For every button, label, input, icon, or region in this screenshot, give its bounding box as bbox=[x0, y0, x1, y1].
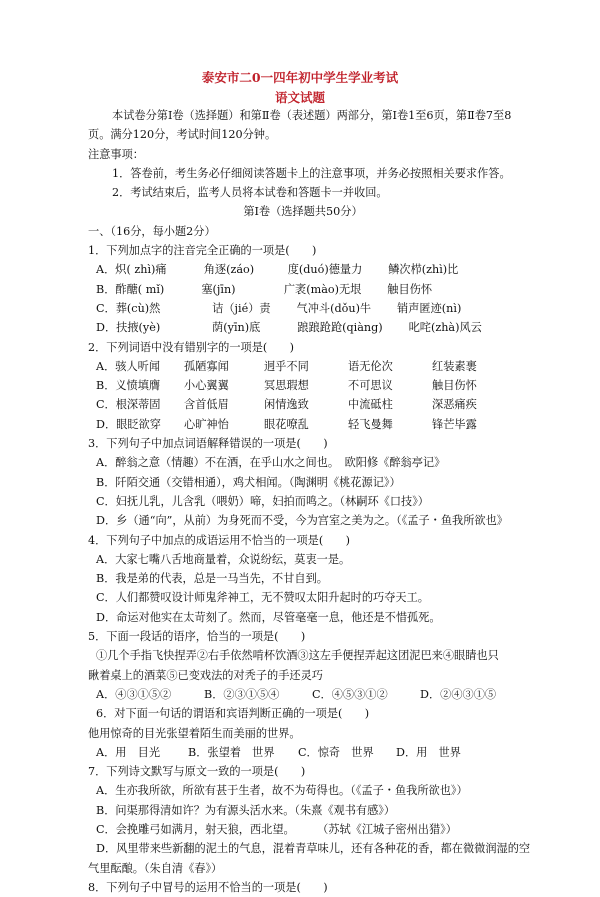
answer-option: A．用 目光 bbox=[96, 745, 161, 759]
word-cell: 不可思议 bbox=[348, 379, 393, 393]
answer-option: 气里酝酿。（朱自清《春》） bbox=[88, 861, 223, 875]
question-stem: 1．下列加点字的注音完全正确的一项是( ) bbox=[88, 244, 317, 258]
word-cell: 语无伦次 bbox=[348, 359, 393, 373]
word-row bbox=[0, 395, 600, 414]
word-cell: 闲情逸致 bbox=[264, 398, 309, 412]
answer-option: C．惊奇 世界 bbox=[298, 745, 374, 759]
answer-option: A．④③①⑤② bbox=[96, 687, 172, 701]
option-row bbox=[0, 743, 600, 762]
word-cell: A．骇人听闻 bbox=[96, 359, 161, 373]
word-cell: 轻飞曼舞 bbox=[348, 417, 393, 431]
answer-option: A．大家七嘴八舌地商量着，众说纷纭，莫衷一是。 bbox=[96, 552, 351, 566]
word-cell: D．眼眨欲穿 bbox=[96, 417, 161, 431]
option-row bbox=[0, 685, 600, 704]
notice-item: 1．答卷前，考生务必仔细阅读答题卡上的注意事项，并务必按照相关要求作答。 bbox=[112, 166, 511, 180]
answer-option: B．阡陌交通（交错相通），鸡犬相闻。（陶渊明《桃花源记》） bbox=[96, 475, 401, 489]
question-text: 瞅着桌上的酒菜⑤已变戏法的对秃子的手还灵巧 bbox=[88, 668, 323, 682]
exam-subtitle: 语文试题 bbox=[274, 90, 325, 105]
question-text: 他用惊奇的目光张望着陌生而美丽的世界。 bbox=[88, 726, 301, 740]
answer-option: A．炽( zhì)痛 角逐(záo) 度(duó)德量力 鳞次栉(zhì)比 bbox=[96, 263, 459, 277]
answer-option: C．④⑤③①② bbox=[312, 687, 388, 701]
word-row bbox=[0, 357, 600, 376]
answer-option: D．用 世界 bbox=[396, 745, 461, 759]
intro-line: 本试卷分第Ⅰ卷（选择题）和第Ⅱ卷（表述题）两部分，第Ⅰ卷1至6页，第Ⅱ卷7至8 bbox=[112, 109, 512, 122]
word-cell: 锋芒毕露 bbox=[432, 417, 477, 431]
section-title: 第Ⅰ卷（选择题共50分） bbox=[243, 205, 363, 219]
word-cell: 含首低眉 bbox=[184, 398, 229, 412]
answer-option: B．②③①⑤④ bbox=[204, 687, 280, 701]
question-stem: 6．对下面一句话的谓语和宾语判断正确的一项是( ) bbox=[96, 707, 370, 721]
word-cell: 孤陋寡闻 bbox=[184, 359, 229, 373]
question-stem: 2．下列词语中没有错别字的一项是( ) bbox=[88, 340, 295, 354]
notice-item: 2．考试结束后，监考人员将本试卷和答题卡一并收回。 bbox=[112, 186, 388, 200]
intro-line: 页。满分120分，考试时间120分钟。 bbox=[88, 128, 277, 142]
question-stem: 7．下列诗文默写与原文一致的一项是( ) bbox=[88, 765, 306, 779]
answer-option: B．张望着 世界 bbox=[188, 745, 275, 759]
word-row bbox=[0, 376, 600, 395]
answer-option: D．乡（通“向”，从前）为身死而不受，今为宫室之美为之。（《孟子・鱼我所欲也》 bbox=[96, 514, 508, 528]
answer-option: D．风里带来些新翻的泥土的气息，混着青草味儿，还有各种花的香，都在微微润湿的空 bbox=[96, 842, 531, 856]
answer-option: C．妇抚儿乳，儿含乳（喂奶）啼，妇拍而鸣之。（林嗣环《口技》） bbox=[96, 494, 429, 508]
part-heading: 一、（16分，每小题2分） bbox=[88, 224, 216, 238]
answer-option: C．会挽雕弓如满月，射天狼，西北望。 （苏轼《江城子密州出猎》） bbox=[96, 822, 457, 836]
exam-title: 泰安市二0一四年初中学生学业考试 bbox=[201, 70, 399, 85]
answer-option: A．醉翁之意（情趣）不在酒，在乎山水之间也。 欧阳修《醉翁亭记》 bbox=[96, 456, 446, 470]
question-stem: 3．下列句子中加点词语解释错误的一项是( ) bbox=[88, 437, 328, 451]
answer-option: B．我是弟的代表，总是一马当先，不甘自到。 bbox=[96, 572, 328, 586]
word-cell: 深恶痛疾 bbox=[432, 398, 477, 412]
word-cell: 眼花嘹乱 bbox=[264, 417, 309, 431]
word-cell: 冥思瑕想 bbox=[264, 379, 309, 393]
word-row bbox=[0, 415, 600, 434]
word-cell: 中流砥柱 bbox=[348, 398, 393, 412]
word-cell: C．根深蒂固 bbox=[96, 398, 161, 412]
question-text: ①几个手指飞快捏弄②右手依然啃杯饮酒③这左手便捏弄起这团泥巴来④眼睛也只 bbox=[96, 649, 499, 663]
answer-option: D．扶掖(yè) 荫(yīn)底 踉踉跄跄(qiàng) 叱咤(zhà)风云 bbox=[96, 321, 482, 335]
question-stem: 5．下面一段话的语序，恰当的一项是( ) bbox=[88, 630, 306, 644]
question-stem: 8．下列句子中冒号的运用不恰当的一项是( ) bbox=[88, 880, 328, 894]
word-cell: 心旷神怡 bbox=[184, 417, 229, 431]
answer-option: C．葬(cù)然 诘（jié）责 气冲斗(dǒu)牛 销声匿迹(nì) bbox=[96, 301, 462, 315]
exam-body bbox=[0, 106, 600, 897]
word-cell: B．义愤填膺 bbox=[96, 379, 161, 393]
answer-option: C．人们都赞叹设计师鬼斧神工，无不赞叹太阳升起时的巧夺天工。 bbox=[96, 591, 429, 605]
question-stem: 4．下列句子中加点的成语运用不恰当的一项是( ) bbox=[88, 533, 350, 547]
answer-option: D．②④③①⑤ bbox=[420, 687, 497, 701]
word-cell: 迥乎不同 bbox=[264, 359, 309, 373]
answer-option: A．生亦我所欲，所欲有甚于生者，故不为苟得也。（《孟子・鱼我所欲也》） bbox=[96, 784, 468, 798]
notice-heading: 注意事项： bbox=[88, 147, 144, 161]
answer-option: B．酢醣( mǐ) 塞(jīn) 广袤(mào)无垠 触目伤怀 bbox=[96, 282, 433, 296]
answer-option: B．问渠那得清如许？为有源头活水来。（朱熹《观书有感》） bbox=[96, 803, 396, 817]
word-cell: 触目伤怀 bbox=[432, 379, 477, 393]
word-cell: 红装素裹 bbox=[432, 359, 477, 373]
word-cell: 小心翼翼 bbox=[184, 379, 229, 393]
answer-option: D．命运对他实在太苛刻了。然而，尽管毫毫一息，他还是不惜孤死。 bbox=[96, 610, 441, 624]
